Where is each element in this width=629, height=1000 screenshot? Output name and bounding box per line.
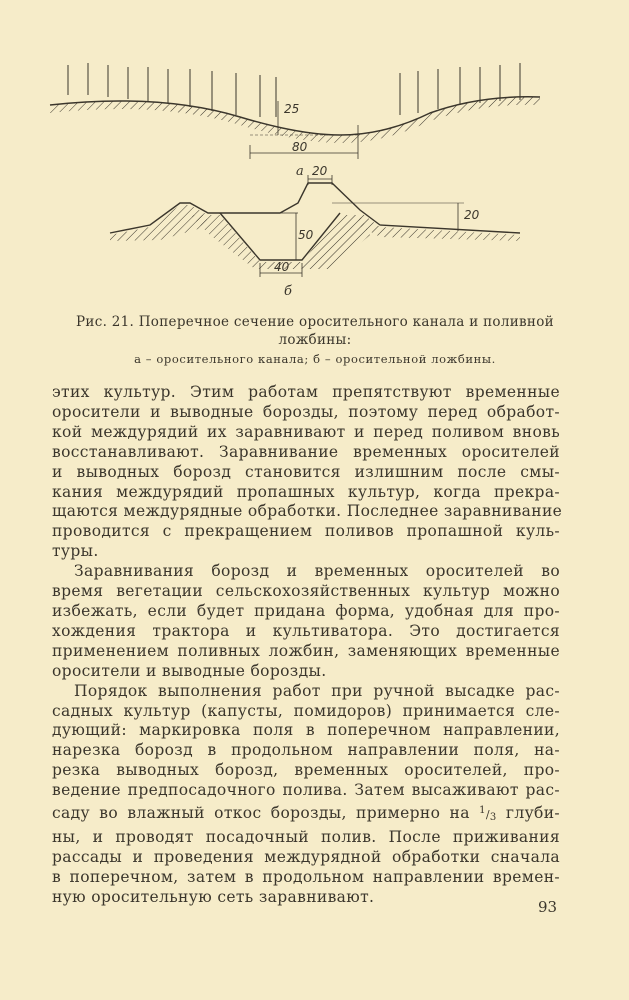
text-line: кой междурядий их заравнивают и перед поливом вновь bbox=[52, 422, 560, 441]
text-line: щаются междурядные обработки. Последнее заравнивание bbox=[52, 502, 563, 521]
dim-b-depth: 50 bbox=[298, 228, 314, 242]
fraction-numerator: 1 bbox=[479, 805, 486, 817]
text-line: в поперечном, затем в продольном направлении времен- bbox=[52, 867, 560, 886]
text-fragment: саду во влажный откос борозды, примерно на bbox=[52, 804, 470, 823]
paragraph-3 bbox=[52, 682, 560, 908]
paragraph-2 bbox=[52, 562, 560, 681]
text-line: Порядок выполнения работ при ручной высадке рас- bbox=[74, 681, 560, 700]
text-line: восстанавливают. Заравнивание временных оросителей bbox=[52, 442, 560, 461]
label-section-b: б bbox=[284, 284, 292, 299]
text-line: ны, и проводят посадочный полив. После приживания bbox=[52, 827, 560, 846]
caption-subtitle: а – оросительного канала; б – оросительной ложбины. bbox=[134, 352, 496, 366]
cross-section-drawing bbox=[40, 55, 600, 315]
text-line: этих культур. Этим работам препятствуют временные bbox=[52, 383, 560, 401]
text-fragment: глуби- bbox=[505, 804, 561, 823]
dim-b-side: 20 bbox=[464, 208, 480, 222]
label-section-a: а bbox=[296, 164, 304, 179]
dim-b-top: 20 bbox=[312, 164, 328, 178]
text-line: нарезка борозд в продольном направлении поля, на- bbox=[52, 741, 560, 760]
text-line: и выводных борозд становится излишним после смы- bbox=[52, 462, 560, 481]
dim-a-width: 80 bbox=[292, 140, 308, 154]
text-line: рассады и проведения междурядной обработки сначала bbox=[52, 847, 560, 866]
text-line: избежать, если будет придана форма, удобная для про- bbox=[52, 601, 560, 620]
text-line: хождения трактора и культиватора. Это достигается bbox=[52, 621, 560, 640]
fraction-one-third: $^1/_3$ bbox=[479, 805, 497, 824]
text-line: туры. bbox=[52, 542, 99, 561]
caption-title-line2: ложбины: bbox=[278, 332, 352, 348]
text-line: кания междурядий пропашных культур, когда прекра- bbox=[52, 482, 560, 501]
page-number: 93 bbox=[538, 898, 558, 916]
text-line: резка выводных борозд, временных оросителей, про- bbox=[52, 761, 560, 780]
section-a-channel bbox=[50, 63, 540, 179]
text-line: применением поливных ложбин, заменяющих временные bbox=[52, 641, 560, 660]
text-line: дующий: маркировка поля в поперечном направлении, bbox=[52, 721, 560, 740]
caption-title-line1: Рис. 21. Поперечное сечение оросительного канала и поливной bbox=[76, 314, 554, 330]
fraction-denominator: 3 bbox=[489, 812, 497, 824]
dim-a-depth: 25 bbox=[284, 102, 300, 116]
figure-caption bbox=[40, 313, 590, 368]
text-line: оросители и выводные борозды. bbox=[52, 661, 327, 680]
text-line-with-fraction bbox=[52, 801, 560, 828]
text-line: оросители и выводные борозды, поэтому перед обработ- bbox=[52, 402, 560, 421]
text-line: время вегетации сельскохозяйственных культур можно bbox=[52, 582, 560, 601]
text-line: ведение предпосадочного полива. Затем высаживают рас- bbox=[52, 781, 560, 800]
paragraph-1 bbox=[52, 383, 563, 562]
dim-b-bottom: 40 bbox=[274, 260, 290, 274]
text-line: Заравнивания борозд и временных оросителей во bbox=[74, 562, 560, 581]
text-line: ную оросительную сеть заравнивают. bbox=[52, 887, 375, 906]
text-line: садных культур (капусты, помидоров) принимается сле- bbox=[52, 701, 560, 720]
text-line: проводится с прекращением поливов пропашной куль- bbox=[52, 522, 560, 541]
figure-canal-cross-sections bbox=[40, 55, 600, 315]
section-b-furrow bbox=[110, 164, 520, 299]
body-text bbox=[52, 383, 563, 908]
